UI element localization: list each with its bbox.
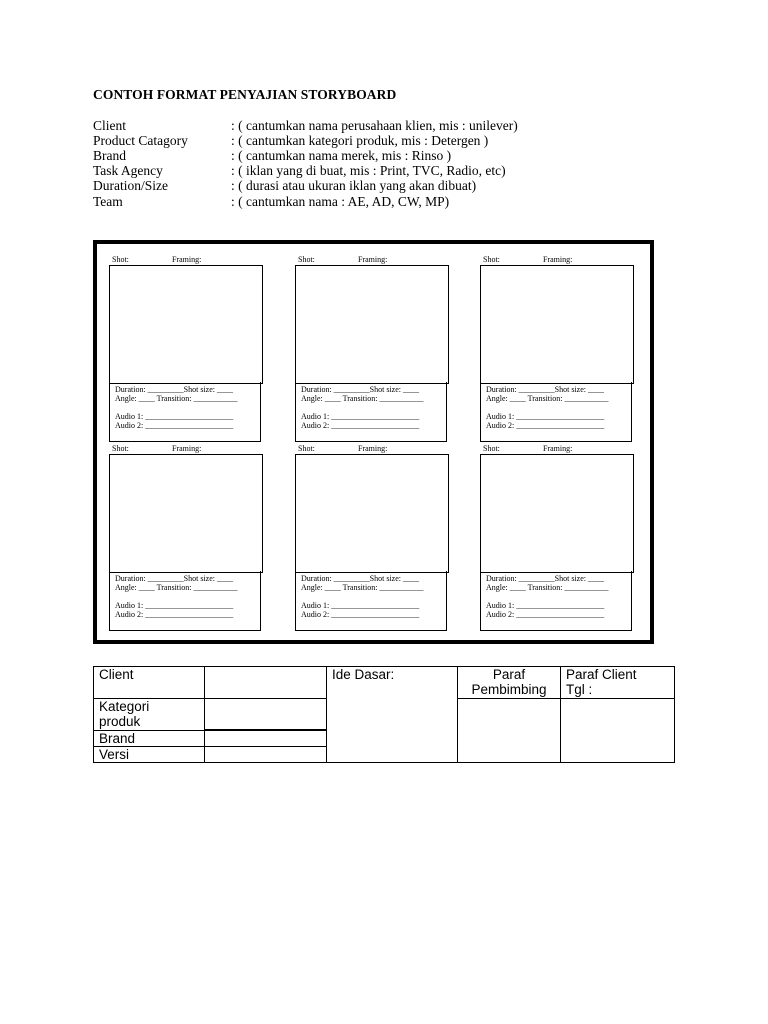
paraf-client-header	[561, 667, 675, 699]
audio2-line: Audio 2: ______________________	[115, 610, 234, 619]
info-label: Brand	[93, 148, 126, 163]
framing-label: Framing:	[358, 444, 388, 453]
info-value: : ( cantumkan nama perusahaan klien, mis : unilever)	[231, 118, 518, 133]
info-value: : ( iklan yang di buat, mis : Print, TVC, Radio, etc)	[231, 163, 506, 178]
panel-meta	[295, 571, 447, 631]
audio1-line: Audio 1: ______________________	[115, 601, 234, 610]
duration-line: Duration: _________Shot size: ____	[301, 385, 419, 394]
paraf-client-label: Paraf Client	[566, 667, 637, 682]
shot-label: Shot:	[298, 255, 315, 264]
info-value: : ( durasi atau ukuran iklan yang akan dibuat)	[231, 178, 477, 193]
kategori-label-cell	[94, 699, 205, 731]
paraf-client-sign-cell[interactable]	[561, 699, 675, 763]
produk-label: produk	[99, 714, 141, 729]
info-value: : ( cantumkan nama : AE, AD, CW, MP)	[231, 194, 450, 209]
info-label: Team	[93, 194, 123, 209]
angle-line: Angle: ____ Transition: ___________	[115, 583, 238, 592]
audio1-line: Audio 1: ______________________	[301, 412, 420, 421]
angle-line: Angle: ____ Transition: ___________	[115, 394, 238, 403]
tgl-label: Tgl :	[566, 682, 593, 697]
audio2-line: Audio 2: ______________________	[486, 421, 605, 430]
frame-box[interactable]	[109, 454, 263, 573]
storyboard-panel-5	[295, 444, 451, 634]
frame-box[interactable]	[480, 454, 634, 573]
storyboard-panel-3	[480, 255, 636, 445]
panel-meta	[109, 382, 261, 442]
client-value-cell[interactable]	[205, 667, 327, 699]
framing-label: Framing:	[172, 255, 202, 264]
audio2-line: Audio 2: ______________________	[115, 421, 234, 430]
panel-meta	[480, 571, 632, 631]
kategori-label: Kategori	[99, 699, 150, 714]
frame-box[interactable]	[480, 265, 634, 384]
frame-box[interactable]	[295, 454, 449, 573]
storyboard-frame	[93, 240, 654, 644]
brand-label: Brand	[94, 731, 205, 747]
panel-meta	[480, 382, 632, 442]
audio1-line: Audio 1: ______________________	[486, 601, 605, 610]
info-label: Product Catagory	[93, 133, 188, 148]
duration-line: Duration: _________Shot size: ____	[115, 574, 233, 583]
audio1-line: Audio 1: ______________________	[486, 412, 605, 421]
framing-label: Framing:	[543, 255, 573, 264]
storyboard-panel-2	[295, 255, 451, 445]
info-label: Task Agency	[93, 163, 163, 178]
shot-label: Shot:	[483, 255, 500, 264]
audio1-line: Audio 1: ______________________	[301, 601, 420, 610]
storyboard-panel-4	[109, 444, 265, 634]
storyboard-panel-1	[109, 255, 265, 445]
versi-label: Versi	[94, 747, 205, 763]
info-value: : ( cantumkan kategori produk, mis : Detergen )	[231, 133, 489, 148]
info-label: Duration/Size	[93, 178, 168, 193]
audio2-line: Audio 2: ______________________	[301, 610, 420, 619]
shot-label: Shot:	[112, 255, 129, 264]
paraf-pembimbing-header	[458, 667, 561, 699]
storyboard-panel-6	[480, 444, 636, 634]
versi-value-cell[interactable]	[205, 747, 327, 763]
ide-dasar-label: Ide Dasar:	[332, 667, 395, 682]
panel-meta	[109, 571, 261, 631]
framing-label: Framing:	[172, 444, 202, 453]
paraf-label: Paraf	[492, 667, 526, 682]
shot-label: Shot:	[298, 444, 315, 453]
duration-line: Duration: _________Shot size: ____	[115, 385, 233, 394]
ide-dasar-cell[interactable]	[327, 667, 458, 763]
frame-box[interactable]	[295, 265, 449, 384]
framing-label: Framing:	[358, 255, 388, 264]
duration-line: Duration: _________Shot size: ____	[301, 574, 419, 583]
duration-line: Duration: _________Shot size: ____	[486, 385, 604, 394]
audio1-line: Audio 1: ______________________	[115, 412, 234, 421]
pembimbing-label: Pembimbing	[471, 682, 547, 697]
framing-label: Framing:	[543, 444, 573, 453]
shot-label: Shot:	[112, 444, 129, 453]
audio2-line: Audio 2: ______________________	[486, 610, 605, 619]
angle-line: Angle: ____ Transition: ___________	[486, 394, 609, 403]
shot-label: Shot:	[483, 444, 500, 453]
paraf-pembimbing-sign-cell[interactable]	[458, 699, 561, 763]
duration-line: Duration: _________Shot size: ____	[486, 574, 604, 583]
audio2-line: Audio 2: ______________________	[301, 421, 420, 430]
info-value: : ( cantumkan nama merek, mis : Rinso )	[231, 148, 452, 163]
info-label: Client	[93, 118, 126, 133]
angle-line: Angle: ____ Transition: ___________	[301, 583, 424, 592]
approval-table	[93, 666, 675, 763]
angle-line: Angle: ____ Transition: ___________	[301, 394, 424, 403]
panel-meta	[295, 382, 447, 442]
frame-box[interactable]	[109, 265, 263, 384]
document-title: CONTOH FORMAT PENYAJIAN STORYBOARD	[93, 87, 397, 102]
kategori-value-cell[interactable]	[205, 699, 327, 730]
angle-line: Angle: ____ Transition: ___________	[486, 583, 609, 592]
client-label: Client	[94, 667, 205, 699]
brand-value-cell[interactable]	[205, 731, 327, 747]
